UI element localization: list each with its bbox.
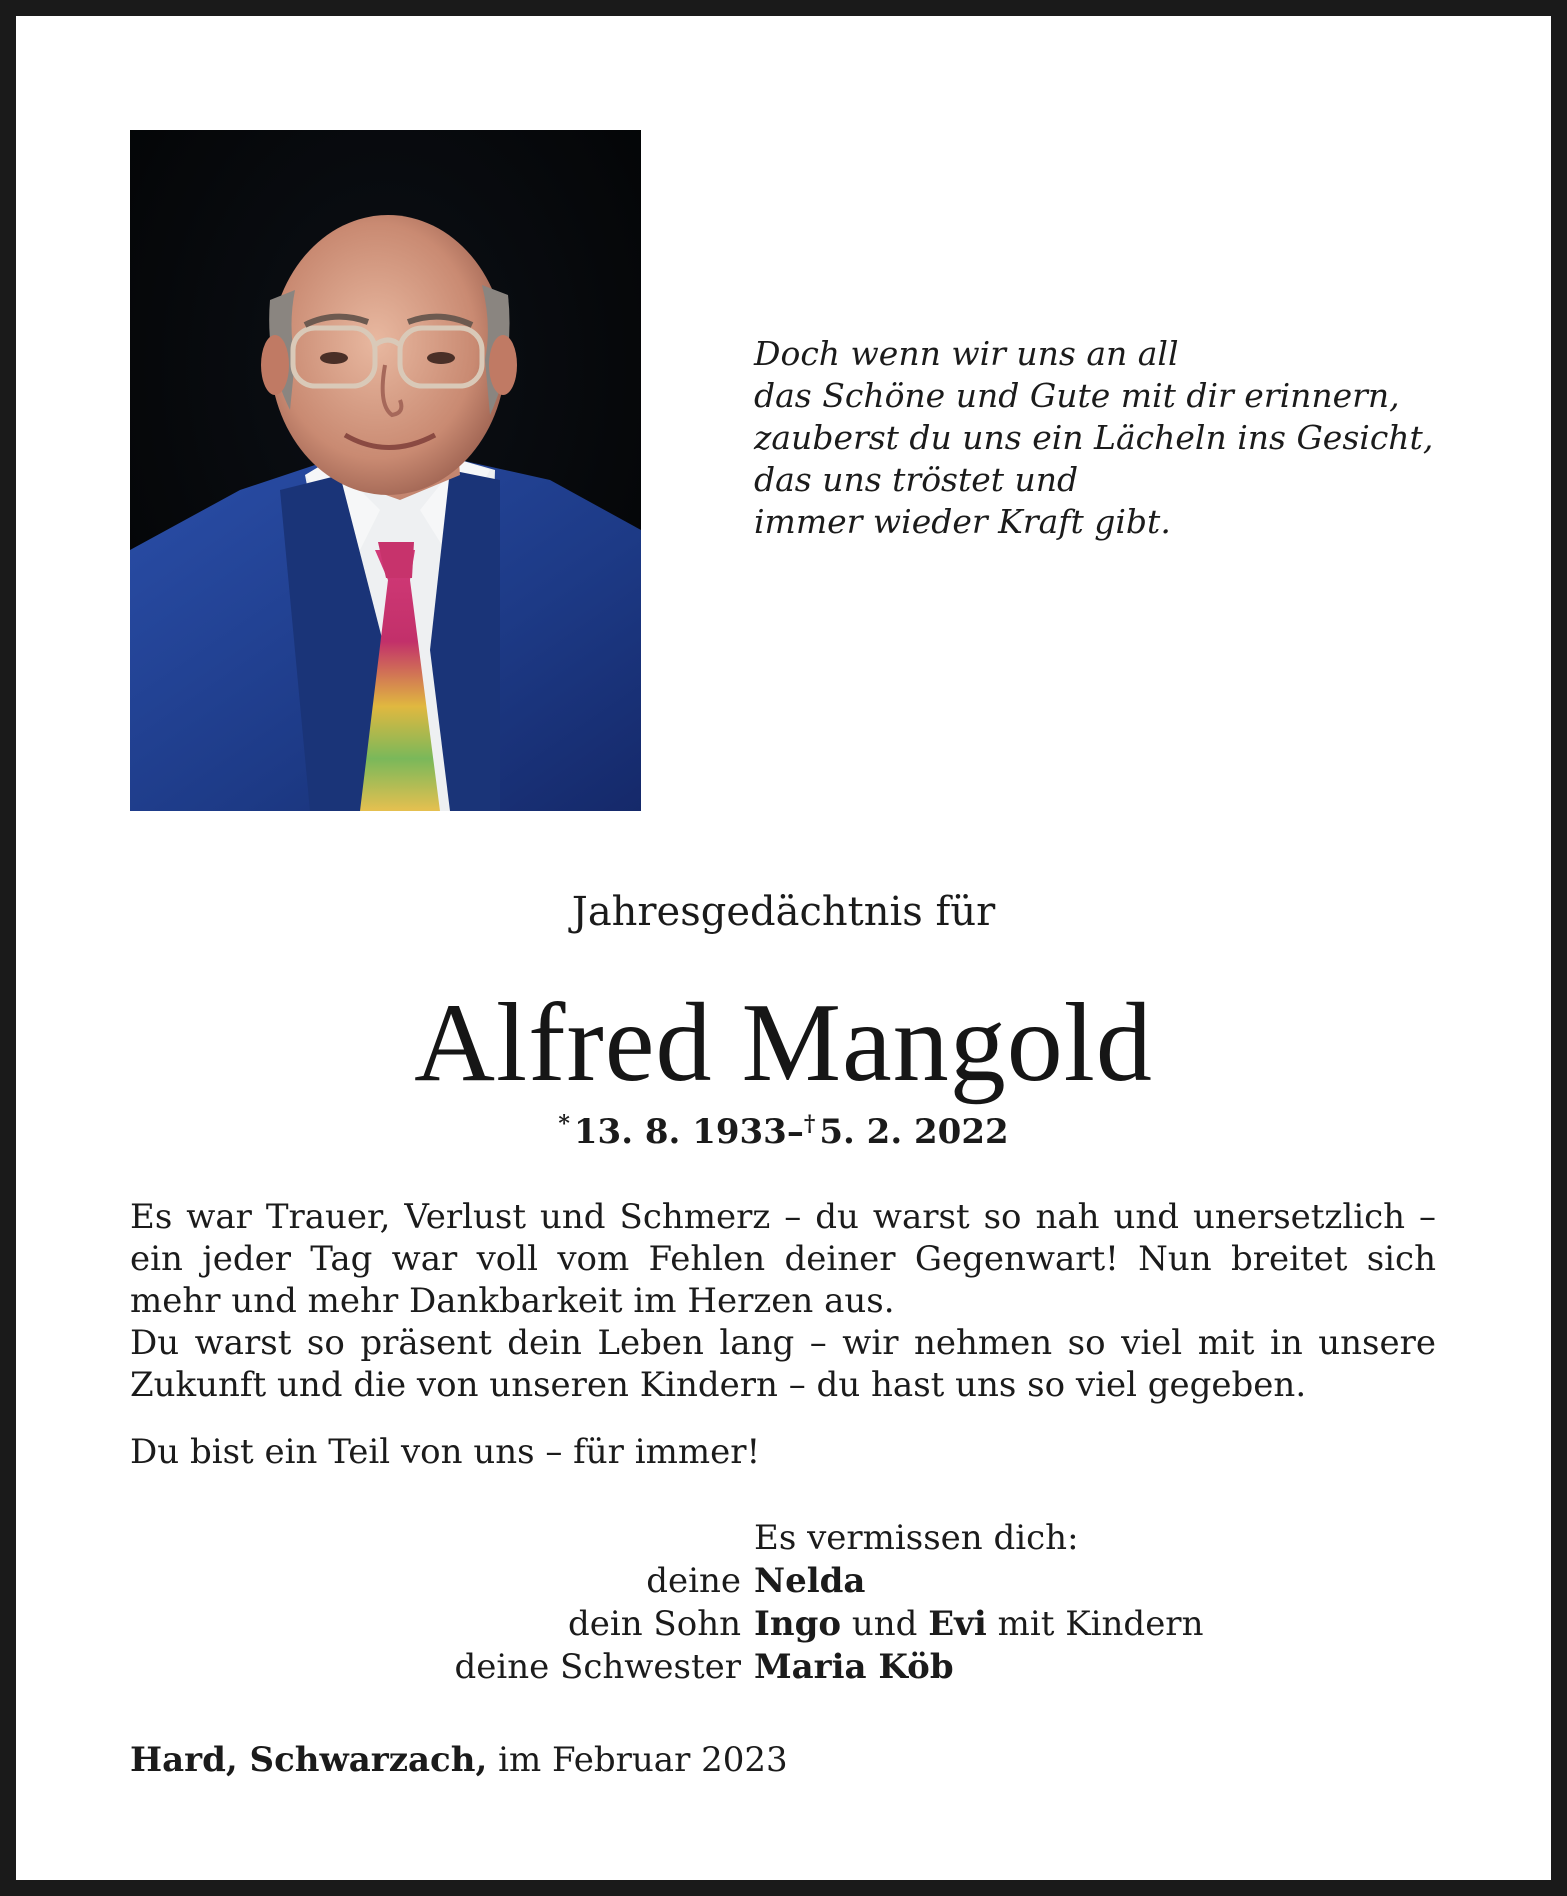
poem-line: zauberst du uns ein Lächeln ins Gesicht, [754,418,1434,457]
body-paragraph: Es war Trauer, Verlust und Schmerz – du warst so nah und unersetzlich – ein jeder Tag war voll vom Fehlen deiner Gegenwart! Nun breitet sich mehr und mehr Dankbarkeit im Herzen aus. [130,1197,1436,1321]
mourner-row [0,1646,1567,1688]
birth-date: 13. 8. 1933 [573,1112,787,1152]
mourner-relation: deine Schwester [454,1647,741,1687]
mourner-relation: deine [646,1561,741,1601]
mourner-name: Ingo [754,1604,842,1644]
mourner-suffix: mit Kindern [986,1604,1204,1644]
poem-line: Doch wenn wir uns an all [754,334,1179,373]
mourner-row [0,1603,1567,1645]
mourner-row [0,1560,1567,1602]
mourner-name: Nelda [754,1561,866,1601]
death-symbol: † [803,1110,816,1137]
life-dates [0,1110,1567,1154]
death-date: 5. 2. 2022 [819,1112,1009,1152]
poem-line: immer wieder Kraft gibt. [754,502,1171,541]
mourner-names [754,1646,954,1688]
closing-line: Du bist ein Teil von uns – für immer! [130,1432,761,1472]
mourner-name: Maria Köb [754,1647,954,1687]
poem-line: das uns tröstet und [754,460,1079,499]
mourner-connector: und [841,1604,929,1644]
mourner-names [754,1603,1203,1645]
date-separator: – [786,1112,804,1152]
birth-symbol: * [558,1110,570,1137]
places: Hard, Schwarzach, [130,1740,488,1780]
mourner-name: Evi [928,1604,987,1644]
body-text [130,1196,1436,1406]
poem [754,333,1474,543]
mourner-names [754,1560,865,1602]
memorial-intro: Jahresgedächtnis für [571,889,996,935]
place-date [130,1739,788,1781]
deceased-name: Alfred Mangold [414,981,1153,1105]
body-paragraph: Du warst so präsent dein Leben lang – wir nehmen so viel mit in unsere Zukunft und die von unseren Kindern – du hast uns so viel gegeben. [130,1323,1436,1405]
portrait-photo [130,130,641,811]
mourner-relation: dein Sohn [567,1604,741,1644]
mourners-heading: Es vermissen dich: [754,1518,1079,1558]
poem-line: das Schöne und Gute mit dir erinnern, [754,376,1400,415]
notice-date: im Februar 2023 [487,1740,788,1780]
